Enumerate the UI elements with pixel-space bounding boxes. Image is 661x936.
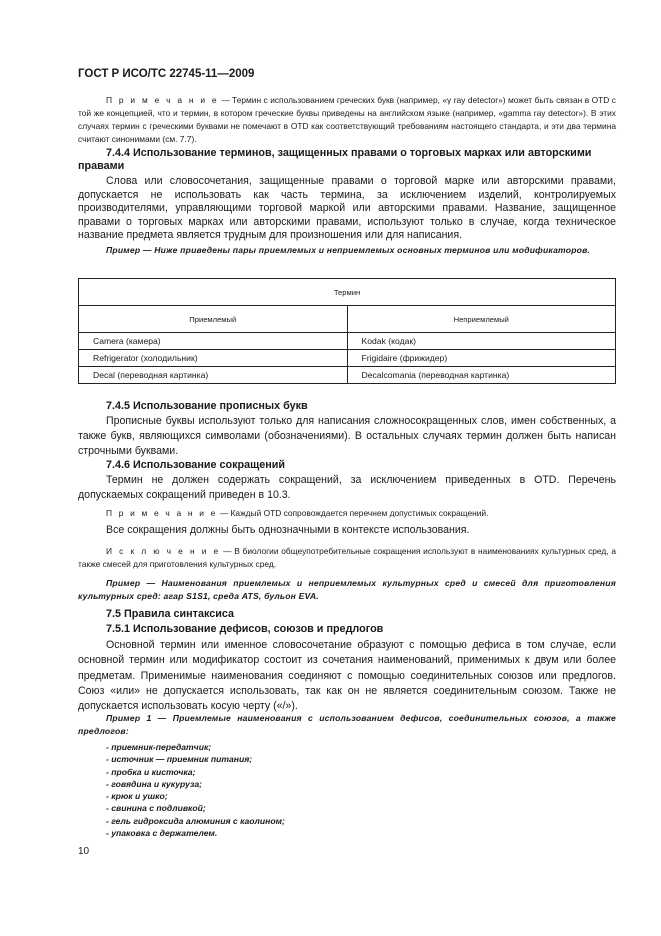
paragraph: Термин не должен содержать сокращений, за исключением приведенных в OTD. Перечень допускаемых сокращений приведен в 10.3. <box>78 474 616 501</box>
list-item: - приемник-передатчик; <box>106 742 212 752</box>
example: Пример 1 — Приемлемые наименования с использованием дефисов, соединительных союзов, а также предлогов: <box>78 713 616 736</box>
note-abbrev <box>78 507 616 520</box>
section-heading: 7.5.1 Использование дефисов, союзов и предлогов <box>106 623 384 635</box>
cell: Kodak (кодак) <box>347 333 616 350</box>
list-item: - упаковка с держателем. <box>106 828 218 839</box>
terms-table <box>78 278 616 384</box>
table-row <box>79 350 616 367</box>
cell: Decalcomania (переводная картинка) <box>347 367 616 384</box>
example: Пример — Наименования приемлемых и неприемлемых культурных сред и смесей для приготовления культурных сред: агар S1S1, среда ATS, бульон EVA. <box>78 578 616 601</box>
note-text: — Термин с использованием греческих букв (например, «γ ray detector») может быть связан в OTD с той же концепцией, что и термин, в котором греческие буквы приведены на английском языке (например, «gamma ray detector»). В этих случаях термин с греческими буквами не помечают в OTD как соответствующий требованиям настоящего стандарта, и эти два термина считают синонимами (см. 7.7). <box>78 95 616 144</box>
paragraph: Все сокращения должны быть однозначными в контексте использования. <box>106 524 470 536</box>
note-greek <box>78 94 616 146</box>
exception-text: — В биологии общеупотребительные сокращения используют в наименованиях культурных сред, а также смесей для приготовления культурных сред. <box>78 546 616 569</box>
example: Пример — Ниже приведены пары приемлемых и неприемлемых основных терминов или модификаторов. <box>106 245 591 255</box>
note-text: — Каждый OTD сопровождается перечнем допустимых сокращений. <box>217 508 489 518</box>
table-title: Термин <box>79 279 616 306</box>
cell: Refrigerator (холодильник) <box>79 350 348 367</box>
list-item: - крюк и ушко; <box>106 791 168 802</box>
list-item: - пробка и кисточка; <box>106 766 196 777</box>
cell: Frigidaire (фрижидер) <box>347 350 616 367</box>
list-item: - источник — приемник питания; <box>106 754 253 765</box>
column-header: Приемлемый <box>79 306 348 333</box>
section-heading: 7.4.4 Использование терминов, защищенных правами о торговых марках или авторскими правами <box>78 147 592 173</box>
paragraph: Основной термин или именное словосочетание образуют с помощью дефиса в том случае, если основной термин или модификатор состоит из сочетания наименований, применимых к двум или более предметам. Применимые наименования соединяют с помощью соединительных союзов или предлогов. Союз «или» не допускается использовать, так как он не является соединительным союзом. Также не допускается использовать косую черту («/»). <box>78 639 616 713</box>
note-label: П р и м е ч а н и е <box>106 95 219 105</box>
table-row <box>79 367 616 384</box>
page-number: 10 <box>78 846 90 857</box>
list-item: - гель гидроксида алюминия с каолином; <box>106 815 285 826</box>
table-row <box>79 333 616 350</box>
paragraph: Слова или словосочетания, защищенные правами о торговой марке или авторскими правами, допускается не использовать как часть термина, за исключением изделий, контролируемых производителями, управляющими торговой маркой или авторскими правами. Название, защищенное правами о торговых марках или авторскими правами, используют только в случае, когда техническое название предмета является трудным для произношения или для написания. <box>78 175 616 242</box>
paragraph: Прописные буквы используют только для написания сложносокращенных слов, имен собственных, а также букв, являющихся символами (обозначениями). В остальных случаях термин должен быть написан строчными буквами. <box>78 415 616 457</box>
note-label: П р и м е ч а н и е <box>106 508 218 518</box>
exception <box>78 545 616 571</box>
section-heading: 7.5 Правила синтаксиса <box>106 608 235 620</box>
document-header: ГОСТ Р ИСО/ТС 22745-11—2009 <box>78 68 255 80</box>
column-header: Неприемлемый <box>347 306 616 333</box>
section-heading: 7.4.5 Использование прописных букв <box>106 400 308 412</box>
cell: Camera (камера) <box>79 333 348 350</box>
exception-label: И с к л ю ч е н и е <box>106 546 221 556</box>
list-item: - говядина и кукуруза; <box>106 778 202 789</box>
example-list <box>78 741 616 839</box>
list-item: - свинина с подливкой; <box>106 803 206 814</box>
cell: Decal (переводная картинка) <box>79 367 348 384</box>
section-heading: 7.4.6 Использование сокращений <box>106 459 285 471</box>
